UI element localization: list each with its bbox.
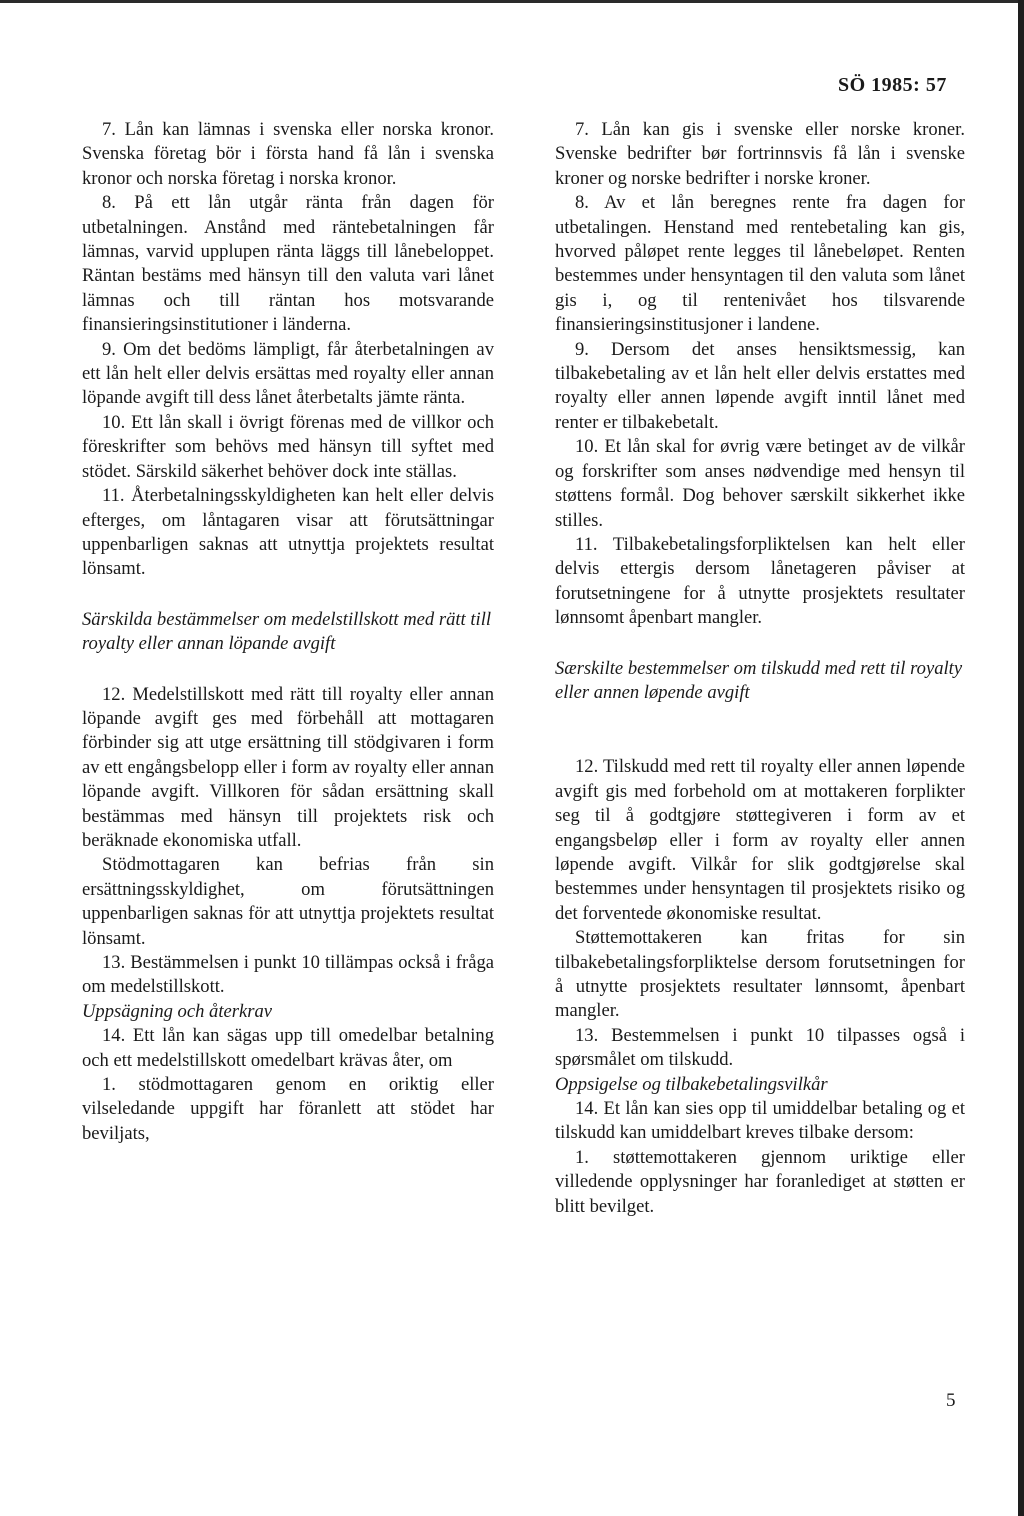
paragraph-12b-sv: Stödmottagaren kan befrias från sin ersättningsskyldighet, om förutsättningen uppenbarligen saknas för att utnyttja projektets resultat lönsamt. bbox=[82, 854, 494, 949]
paragraph-10-no: 10. Et lån skal for øvrig være betinget av de vilkår og forskrifter som anses nødvendige med hensyn til støttens formål. Dog behover særskilt sikkerhet ikke stilles. bbox=[555, 436, 965, 531]
paragraph-9-sv: 9. Om det bedöms lämpligt, får återbetalningen av ett lån helt eller delvis ersättas med royalty eller annan löpande avgift till dess lånet återbetalts jämte ränta. bbox=[82, 338, 494, 409]
section-heading-special-no: Særskilte bestemmelser om tilskudd med rett til royalty eller annen løpende avgift bbox=[555, 657, 963, 703]
scan-edge-top bbox=[0, 0, 1024, 3]
scan-edge-right bbox=[1018, 0, 1024, 1516]
paragraph-8-no: 8. Av et lån beregnes rente fra dagen for utbetalingen. Henstand med rentebetaling kan gis, hvorved påløpet rente legges til lånebeløpet. Renten bestemmes under hensyntagen til den valuta som lånet gis i, og til rentenivået hos tilsvarende finansieringsinstitusjoner i landene. bbox=[555, 192, 965, 336]
paragraph-12-sv: 12. Medelstillskott med rätt till royalty eller annan löpande avgift ges med förbehåll att mottagaren förbinder sig att utge ersättning till stödgivaren i form av ett engångsbelopp eller i form av royalty eller annan löpande avgift. Villkoren för sådan ersättning skall bestämmas med hänsyn till projektets risk och beräknade ekonomiska utfall. bbox=[82, 683, 494, 851]
swedish-column bbox=[82, 118, 494, 1146]
paragraph-14-1-sv: 1. stödmottagaren genom en oriktig eller vilseledande uppgift har föranlett att stödet har beviljats, bbox=[82, 1074, 494, 1144]
paragraph-10-sv: 10. Ett lån skall i övrigt förenas med de villkor och föreskrifter som behövs med hänsyn till syftet med stödet. Särskild säkerhet behöver dock inte ställas. bbox=[82, 411, 494, 482]
paragraph-8-sv: 8. På ett lån utgår ränta från dagen för utbetalningen. Anstånd med räntebetalningen får lämnas, varvid upplupen ränta läggs till lånebeloppet. Räntan bestäms med hänsyn till den valuta vari lånet lämnas och till räntan hos motsvarande finansieringsinstitutioner i länderna. bbox=[82, 192, 494, 336]
paragraph-11-no: 11. Tilbakebetalingsforpliktelsen kan helt eller delvis ettergis dersom lånetageren påviser at forutsetningene for å utnytte prosjektets resultater lønnsomt åpenbart mangler. bbox=[555, 533, 965, 629]
norwegian-column bbox=[555, 118, 965, 1219]
section-heading-termination-no: Oppsigelse og tilbakebetalingsvilkår bbox=[555, 1073, 828, 1095]
paragraph-14-sv: 14. Ett lån kan sägas upp till omedelbar betalning och ett medelstillskott omedelbart krävas åter, om bbox=[82, 1025, 494, 1071]
paragraph-14-1-no: 1. støttemottakeren gjennom uriktige eller villedende opplysninger har foranlediget at støtten er blitt bevilget. bbox=[555, 1146, 965, 1217]
section-heading-termination-sv: Uppsägning och återkrav bbox=[82, 1000, 273, 1022]
paragraph-12-no: 12. Tilskudd med rett til royalty eller annen løpende avgift gis med forbehold om at mottakeren forplikter seg til å godtgjøre støttegiveren i form av et engangsbeløp eller i form av royalty eller annen løpende avgift. Vilkår for slik godtgjørelse skal bestemmes under hensyntagen til prosjektets risiko og det forventede økonomiske resultat. bbox=[555, 756, 965, 924]
paragraph-9-no: 9. Dersom det anses hensiktsmessig, kan tilbakebetaling av et lån helt eller delvis erstattes med royalty eller annen løpende avgift inntil lånet med renter er tilbakebetalt. bbox=[555, 338, 965, 433]
paragraph-13-sv: 13. Bestämmelsen i punkt 10 tillämpas också i fråga om medelstillskott. bbox=[82, 952, 494, 998]
paragraph-11-sv: 11. Återbetalningsskyldigheten kan helt eller delvis efterges, om låntagaren visar att förutsättningar uppenbarligen saknas att utnyttja projektets resultat lönsamt. bbox=[82, 485, 494, 580]
paragraph-14-no: 14. Et lån kan sies opp til umiddelbar betaling og et tilskudd kan umiddelbart kreves tilbake dersom: bbox=[555, 1098, 965, 1144]
section-heading-special-sv: Särskilda bestämmelser om medelstillskott med rätt till royalty eller annan löpande avgift bbox=[82, 608, 492, 655]
page-number: 5 bbox=[946, 1390, 956, 1411]
paragraph-13-no: 13. Bestemmelsen i punkt 10 tilpasses også i spørsmålet om tilskudd. bbox=[555, 1024, 965, 1071]
paragraph-7-no: 7. Lån kan gis i svenske eller norske kroner. Svenske bedrifter bør fortrinnsvis få lån i svenske kroner og norske bedrifter i norske kroner. bbox=[555, 119, 965, 189]
paragraph-7-sv: 7. Lån kan lämnas i svenska eller norska kronor. Svenska företag bör i första hand få lån i svenska kronor och norska företag i norska kronor. bbox=[82, 119, 494, 189]
paragraph-12b-no: Støttemottakeren kan fritas for sin tilbakebetalingsforpliktelse dersom forutsetningen for å utnytte prosjektets resultater lønnsomt, åpenbart mangler. bbox=[555, 927, 965, 1022]
document-reference: SÖ 1985: 57 bbox=[838, 74, 947, 96]
